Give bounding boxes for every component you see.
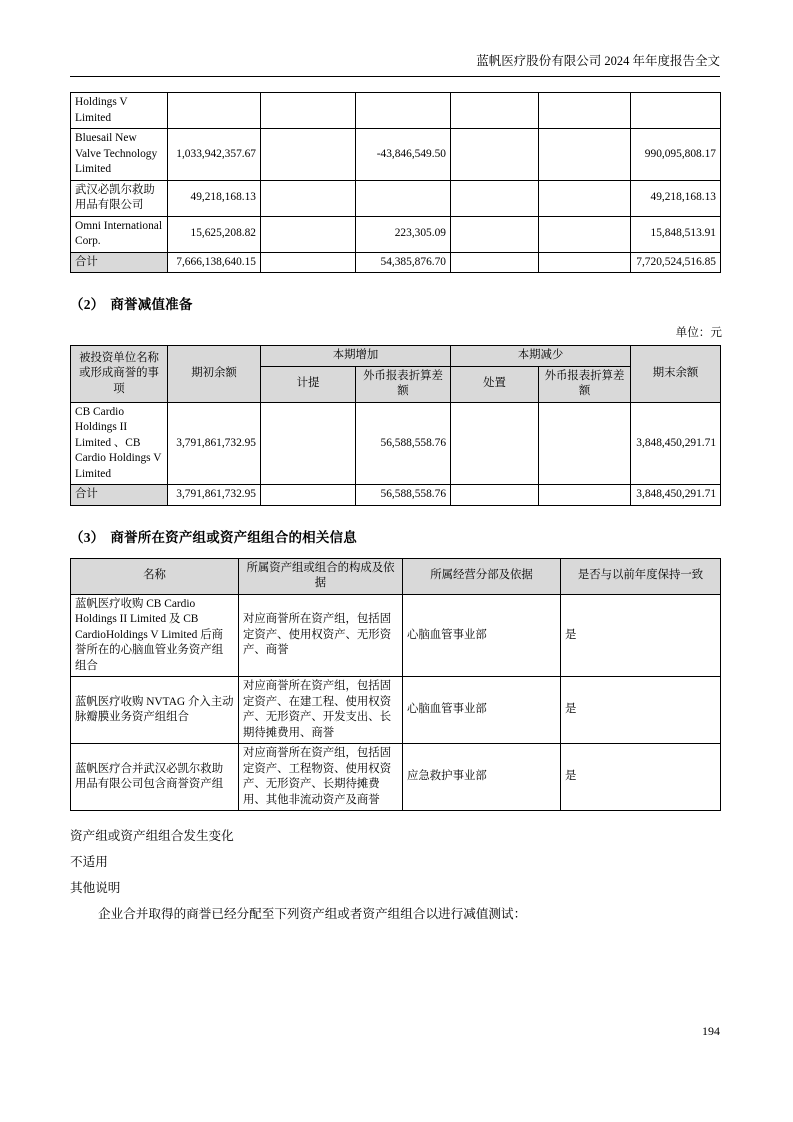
section-2-number: （2） — [70, 297, 105, 312]
section-2-heading — [70, 295, 722, 315]
row-segment: 心脑血管事业部 — [403, 677, 561, 744]
row-increase-accrual — [261, 402, 356, 485]
row-dec-disposal — [451, 180, 539, 216]
col-consistent: 是否与以前年度保持一致 — [561, 558, 721, 594]
row-name: 蓝帆医疗收购 CB Cardio Holdings II Limited 及 CB CardioHoldings V Limited 后商誉所在的心脑血管业务资产组组合 — [71, 594, 239, 677]
row-name: CB Cardio Holdings II Limited 、CB Cardio Holdings V Limited — [71, 402, 168, 485]
table-row — [71, 594, 721, 677]
section-3-title: 商誉所在资产组或资产组组合的相关信息 — [110, 529, 357, 545]
total-increase-fx: 56,588,558.76 — [356, 485, 451, 506]
row-add-merge — [261, 93, 356, 129]
row-dec-disposal — [451, 93, 539, 129]
row-name: 蓝帆医疗合并武汉必凯尔救助用品有限公司包含商誉资产组 — [71, 744, 239, 811]
table-row — [71, 677, 721, 744]
row-add-fx — [356, 180, 451, 216]
row-opening — [168, 93, 261, 129]
row-add-merge — [261, 180, 356, 216]
row-consistent: 是 — [561, 677, 721, 744]
row-decrease-disposal — [451, 402, 539, 485]
page-number: 194 — [702, 1024, 720, 1038]
total-closing: 3,848,450,291.71 — [631, 485, 721, 506]
col-increase-fx: 外币报表折算差额 — [356, 366, 451, 402]
page-content — [70, 92, 722, 927]
row-name: 蓝帆医疗收购 NVTAG 介入主动脉瓣膜业务资产组组合 — [71, 677, 239, 744]
col-composition: 所属资产组或组合的构成及依据 — [239, 558, 403, 594]
col-segment: 所属经营分部及依据 — [403, 558, 561, 594]
row-closing: 49,218,168.13 — [631, 180, 721, 216]
section-3-number: （3） — [70, 529, 105, 545]
header-divider — [70, 76, 720, 77]
total-closing: 7,720,524,516.85 — [631, 252, 721, 273]
total-increase-accrual — [261, 485, 356, 506]
total-add-merge — [261, 252, 356, 273]
total-add-fx: 54,385,876.70 — [356, 252, 451, 273]
page-header — [70, 52, 720, 74]
row-name: Holdings V Limited — [71, 93, 168, 129]
row-opening: 3,791,861,732.95 — [168, 402, 261, 485]
total-label: 合计 — [71, 252, 168, 273]
total-opening: 3,791,861,732.95 — [168, 485, 261, 506]
row-dec-other — [539, 129, 631, 181]
row-dec-other — [539, 93, 631, 129]
table-row — [71, 216, 721, 252]
col-decrease-group: 本期减少 — [451, 346, 631, 367]
table-row — [71, 744, 721, 811]
row-dec-disposal — [451, 129, 539, 181]
asset-group-change-label: 资产组或资产组组合发生变化 — [70, 829, 234, 843]
goodwill-cost-table — [70, 92, 721, 273]
col-increase-group: 本期增加 — [261, 346, 451, 367]
table-total-row — [71, 485, 721, 506]
row-name: Omni International Corp. — [71, 216, 168, 252]
col-name: 被投资单位名称或形成商誉的事项 — [71, 346, 168, 403]
other-notes-label: 其他说明 — [70, 881, 121, 895]
row-name: Bluesail New Valve Technology Limited — [71, 129, 168, 181]
col-increase-accrual: 计提 — [261, 366, 356, 402]
table-header-row — [71, 346, 721, 367]
row-consistent: 是 — [561, 594, 721, 677]
section-2-unit: 单位：元 — [675, 326, 722, 339]
row-opening: 15,625,208.82 — [168, 216, 261, 252]
row-dec-disposal — [451, 216, 539, 252]
total-dec-other — [539, 252, 631, 273]
section-3-heading — [70, 528, 722, 548]
row-closing — [631, 93, 721, 129]
row-opening: 1,033,942,357.67 — [168, 129, 261, 181]
total-dec-disposal — [451, 252, 539, 273]
row-consistent: 是 — [561, 744, 721, 811]
row-segment: 应急救护事业部 — [403, 744, 561, 811]
row-add-merge — [261, 129, 356, 181]
table-row — [71, 402, 721, 485]
row-composition: 对应商誉所在资产组，包括固定资产、工程物资、使用权资产、无形资产、长期待摊费用、其他非流动资产及商誉 — [239, 744, 403, 811]
other-notes-text: 企业合并取得的商誉已经分配至下列资产组或者资产组组合以进行减值测试： — [98, 907, 527, 921]
row-closing: 3,848,450,291.71 — [631, 402, 721, 485]
row-add-merge — [261, 216, 356, 252]
row-closing: 15,848,513.91 — [631, 216, 721, 252]
col-decrease-fx: 外币报表折算差额 — [539, 366, 631, 402]
row-dec-other — [539, 180, 631, 216]
row-segment: 心脑血管事业部 — [403, 594, 561, 677]
section-2-title: 商誉减值准备 — [110, 297, 193, 312]
row-dec-other — [539, 216, 631, 252]
table-header-row — [71, 558, 721, 594]
row-opening: 49,218,168.13 — [168, 180, 261, 216]
row-increase-fx: 56,588,558.76 — [356, 402, 451, 485]
row-composition: 对应商誉所在资产组，包括固定资产、在建工程、使用权资产、无形资产、开发支出、长期待摊费用、商誉 — [239, 677, 403, 744]
total-opening: 7,666,138,640.15 — [168, 252, 261, 273]
col-opening: 期初余额 — [168, 346, 261, 403]
col-closing: 期末余额 — [631, 346, 721, 403]
row-name: 武汉必凯尔救助用品有限公司 — [71, 180, 168, 216]
asset-group-change-value: 不适用 — [70, 855, 108, 869]
row-decrease-fx — [539, 402, 631, 485]
total-label: 合计 — [71, 485, 168, 506]
asset-group-info-table — [70, 558, 721, 812]
total-decrease-fx — [539, 485, 631, 506]
table-row — [71, 129, 721, 181]
row-closing: 990,095,808.17 — [631, 129, 721, 181]
row-add-fx: 223,305.09 — [356, 216, 451, 252]
row-composition: 对应商誉所在资产组，包括固定资产、使用权资产、无形资产、商誉 — [239, 594, 403, 677]
total-decrease-disposal — [451, 485, 539, 506]
running-title: 蓝帆医疗股份有限公司 2024 年年度报告全文 — [476, 54, 720, 68]
row-add-fx: -43,846,549.50 — [356, 129, 451, 181]
goodwill-impairment-table — [70, 345, 721, 506]
row-add-fx — [356, 93, 451, 129]
col-name: 名称 — [71, 558, 239, 594]
table-row — [71, 93, 721, 129]
table-row — [71, 180, 721, 216]
col-decrease-disposal: 处置 — [451, 366, 539, 402]
table-total-row — [71, 252, 721, 273]
